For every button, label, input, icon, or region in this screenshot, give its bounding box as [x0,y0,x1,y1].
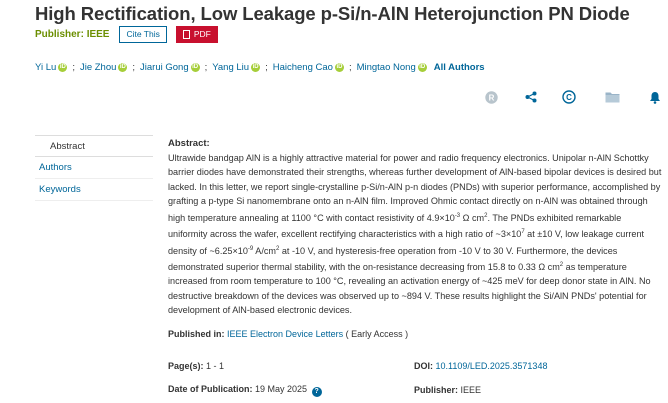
pdf-label: PDF [193,29,211,39]
publisher-row [35,25,218,43]
abstract-text: Ultrawide bandgap AlN is a highly attractive material for power and radio frequency electronics. Unipolar n-AlN Schottky barrier diodes have demonstrated their strengths, whereas further development of AlN-based bipolar devices is desired but lacked. In this letter, we report single-crystalline p-Si/n-AlN p-n diodes (PNDs) with superior performance, accomplished by grafting a p-type Si nanomembrane onto an n-AlN film. Improved Ohmic contact directly on n-AlN was obtained through high temperature annealing at 1100 °C with contact resistivity of $4.9\times 10^{-3}$ Ω $cm^2$. The PNDs exhibited remarkable uniformity across the wafer, excellent rectifying characteristics with a high ratio of $\sim 3\times 10^7$ at ±10 V, low leakage current density of $\sim 6.25\times 10^{-9}$ $A/cm^2$ at -10 V, and hysteresis-free operation from -10 V to 30 V. Furthermore, the devices demonstrated superior thermal stability, with the on-resistance decreasing from 15.8 to 0.33 Ω $cm^2$ as temperature increased from room temperature to 100 °C, revealing an activation energy of ~425 meV for deep donor state in AlN. No destructive breakdown of the devices was observed up to ~894 V. These results highlight the Si/AlN PNDs' potential for development of AlN-based electronic devices. [168,153,662,316]
publication-date-value: 19 May 2025 [252,384,308,394]
toolbar [480,88,666,108]
abstract-section [168,138,663,318]
pages-value: 1 - 1 [203,361,225,371]
nav-item-authors[interactable]: Authors [35,157,153,179]
publisher-info [414,385,481,395]
author-list [35,62,485,73]
journal-link[interactable]: IEEE Electron Device Letters [227,329,344,339]
document-sections-nav [35,135,153,201]
orcid-icon[interactable]: iD [119,64,126,70]
author-separator: ; [265,62,268,73]
author-link[interactable]: Yang Liu iD [212,62,259,73]
author-link[interactable]: Jie Zhou iD [79,62,126,73]
share-icon[interactable] [522,88,540,106]
rights-icon[interactable] [482,88,500,106]
svg-text:R: R [488,92,494,102]
orcid-icon[interactable]: iD [419,64,426,70]
author-separator: ; [132,62,136,73]
author-separator: ; [204,62,208,73]
publisher-info-label: Publisher: [414,385,459,395]
abstract-heading: Abstract: [168,138,210,149]
all-authors-link[interactable]: All Authors [433,62,485,73]
publication-status: ( Early Access ) [343,329,409,339]
nav-item-keywords[interactable]: Keywords [35,179,153,201]
orcid-icon[interactable]: iD [336,64,343,70]
pdf-icon [183,30,190,39]
orcid-icon[interactable]: iD [192,64,199,70]
published-in [168,329,408,339]
doi-label: DOI: [414,361,433,371]
published-in-label: Published in: [168,329,225,339]
author-link[interactable]: Yi Lu iD [35,62,66,73]
svg-text:C: C [566,93,572,102]
copyright-icon[interactable] [560,88,578,106]
author-link[interactable]: Jiarui Gong iD [140,62,199,73]
doi-link[interactable]: 10.1109/LED.2025.3571348 [435,361,548,371]
author-separator: ; [348,62,352,73]
author-link[interactable]: Mingtao Nong iD [356,62,426,73]
doi-info [414,361,547,371]
orcid-icon[interactable]: iD [252,64,259,70]
pages-label: Page(s): [168,361,204,371]
nav-item-abstract[interactable]: Abstract [35,135,153,157]
publication-date [168,384,322,397]
publisher-label: Publisher: IEEE [35,28,110,40]
publisher-info-value: IEEE [458,385,482,395]
folder-icon[interactable] [603,88,621,106]
article-title: High Rectification, Low Leakage p-Si/n-AlN Heterojunction PN Diode [35,3,630,24]
help-icon[interactable]: ? [312,387,322,397]
author-separator: ; [72,62,75,73]
publication-date-label: Date of Publication: [168,384,253,394]
pages-info [168,361,224,371]
author-link[interactable]: Haicheng Cao iD [272,62,343,73]
pdf-button[interactable] [176,26,218,43]
cite-this-button[interactable]: Cite This [119,26,166,43]
alerts-bell-icon[interactable] [646,88,664,106]
orcid-icon[interactable]: iD [59,64,66,70]
